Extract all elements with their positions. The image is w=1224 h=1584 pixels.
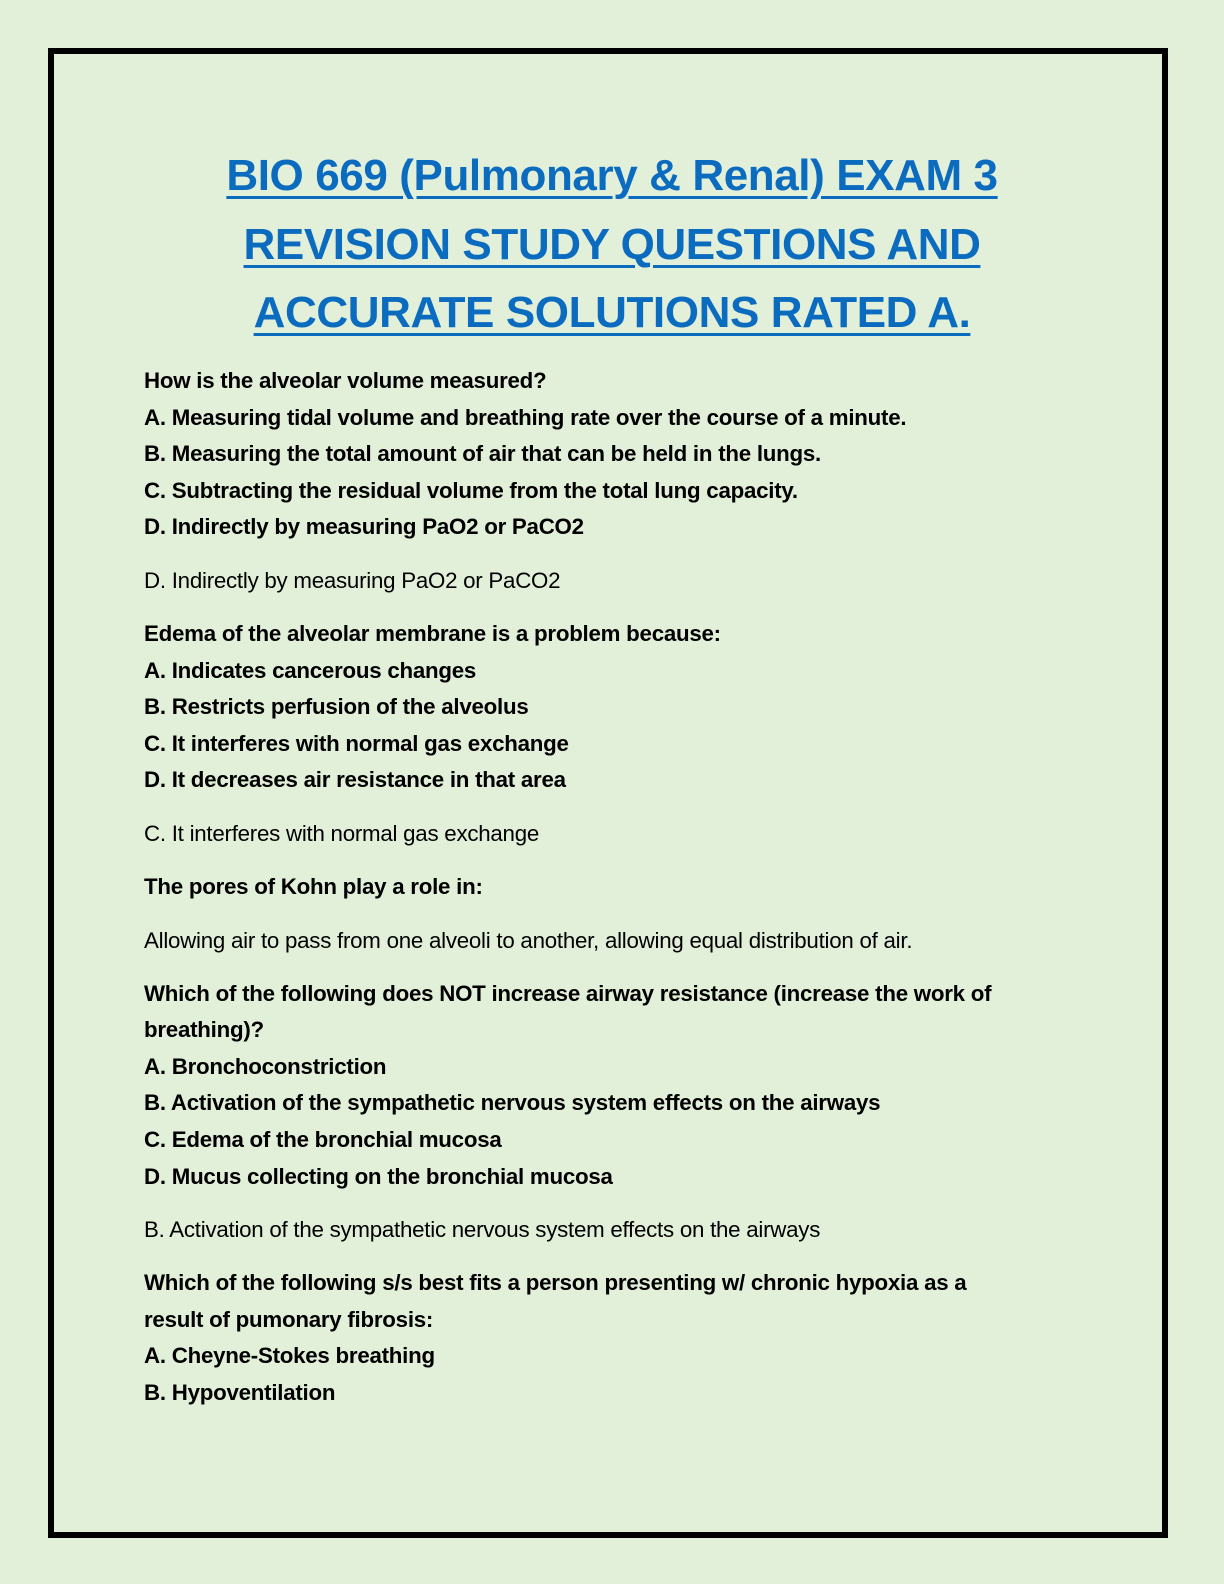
question-text: Which of the following does NOT increase airway resistance (increase the work of	[144, 980, 992, 1006]
option-d: D. Mucus collecting on the bronchial mucosa	[144, 1163, 613, 1189]
option-a: A. Measuring tidal volume and breathing rate over the course of a minute.	[144, 404, 907, 430]
answer-1: D. Indirectly by measuring PaO2 or PaCO2	[144, 567, 561, 593]
document-title	[130, 142, 1094, 348]
question-text: result of pumonary fibrosis:	[144, 1306, 434, 1332]
qa-content	[144, 363, 1084, 1411]
option-a: A. Indicates cancerous changes	[144, 657, 477, 683]
answer-3: Allowing air to pass from one alveoli to another, allowing equal distribution of air.	[144, 927, 913, 953]
question-5	[144, 1265, 1084, 1411]
option-c: C. Edema of the bronchial mucosa	[144, 1126, 502, 1152]
answer-4: B. Activation of the sympathetic nervous system effects on the airways	[144, 1217, 821, 1243]
answer-2: C. It interferes with normal gas exchange	[144, 820, 540, 846]
question-2	[144, 616, 1084, 799]
option-b: B. Hypoventilation	[144, 1379, 336, 1405]
option-a: A. Cheyne-Stokes breathing	[144, 1343, 435, 1369]
option-d: D. It decreases air resistance in that area	[144, 767, 566, 793]
question-text: breathing)?	[144, 1017, 264, 1043]
question-text: The pores of Kohn play a role in:	[144, 873, 483, 899]
option-a: A. Bronchoconstriction	[144, 1053, 387, 1079]
question-4	[144, 976, 1084, 1196]
title-line: ACCURATE SOLUTIONS RATED A.	[253, 288, 971, 337]
title-line: BIO 669 (Pulmonary & Renal) EXAM 3	[226, 151, 998, 200]
question-text: Which of the following s/s best fits a person presenting w/ chronic hypoxia as a	[144, 1270, 967, 1296]
option-b: B. Activation of the sympathetic nervous system effects on the airways	[144, 1090, 881, 1116]
question-text: How is the alveolar volume measured?	[144, 368, 547, 393]
option-d: D. Indirectly by measuring PaO2 or PaCO2	[144, 514, 584, 540]
option-c: C. Subtracting the residual volume from the total lung capacity.	[144, 477, 798, 503]
option-b: B. Restricts perfusion of the alveolus	[144, 694, 529, 720]
question-1	[144, 363, 1084, 546]
option-b: B. Measuring the total amount of air that can be held in the lungs.	[144, 441, 821, 467]
question-text: Edema of the alveolar membrane is a problem because:	[144, 620, 721, 646]
title-line: REVISION STUDY QUESTIONS AND	[243, 219, 981, 269]
option-c: C. It interferes with normal gas exchange	[144, 730, 569, 756]
question-3	[144, 869, 1084, 906]
